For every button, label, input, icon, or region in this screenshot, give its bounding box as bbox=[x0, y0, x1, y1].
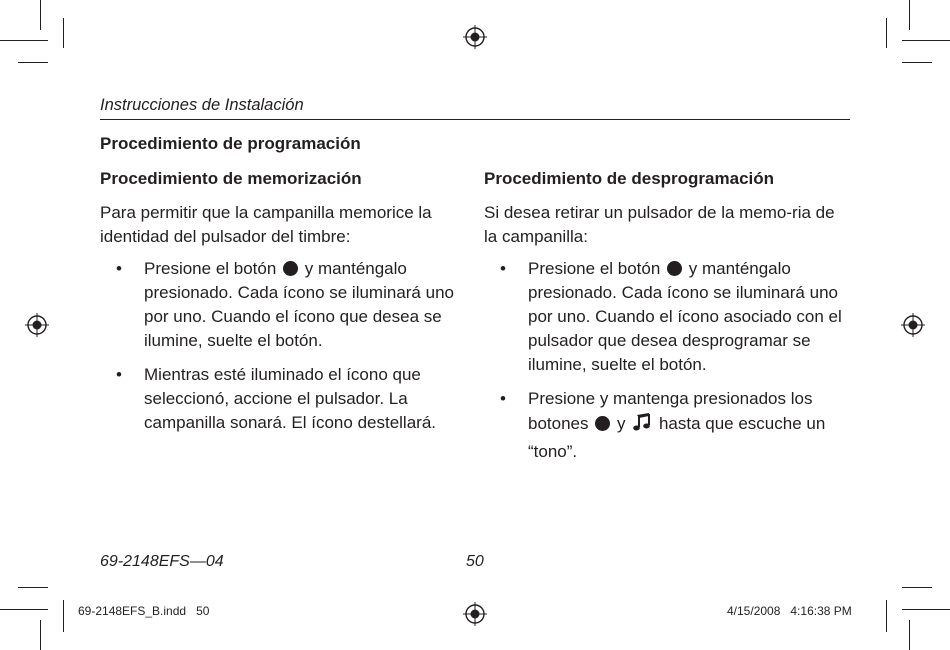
crop-mark-bottom-right-side bbox=[902, 587, 932, 588]
crop-mark-top-left-vertical bbox=[63, 18, 64, 48]
print-slug-timestamp: 4/15/2008 4:16:38 PM bbox=[727, 604, 852, 618]
registration-mark-icon bbox=[901, 313, 925, 337]
crop-mark-top-left-horizontal bbox=[0, 40, 48, 41]
step-text-end: hasta que escuche un “tono”. bbox=[528, 414, 826, 461]
crop-mark-bottom-right-outer bbox=[909, 620, 910, 650]
crop-mark-bottom-right-horizontal bbox=[902, 609, 950, 610]
step-text-start: Presione el botón bbox=[144, 259, 277, 278]
registration-mark-icon bbox=[463, 25, 487, 49]
step-text-end: y manténgalo presionado. Cada ícono se iluminará uno por uno. Cuando el ícono que desea se ilumine, suelte el botón. bbox=[144, 259, 454, 350]
bullet: • bbox=[500, 389, 506, 408]
header-rule bbox=[100, 119, 850, 120]
step-text-connector: y bbox=[616, 414, 626, 433]
deprogramming-intro: Si desea retirar un pulsador de la memo-ria de la campanilla: bbox=[484, 203, 835, 246]
step-text-start: Presione y mantenga presionados los botones bbox=[528, 389, 813, 433]
memorization-intro: Para permitir que la campanilla memorice la identidad del pulsador del timbre: bbox=[100, 203, 432, 246]
music-note-button-icon bbox=[631, 411, 653, 440]
filled-circle-button-icon bbox=[283, 261, 298, 276]
crop-mark-top-right-outer bbox=[909, 0, 910, 30]
crop-mark-bottom-right-vertical bbox=[886, 600, 887, 632]
list-item bbox=[100, 257, 480, 353]
page-number: 50 bbox=[466, 553, 484, 570]
list-item bbox=[484, 387, 864, 464]
deprogramming-steps bbox=[484, 257, 864, 474]
crop-mark-bottom-left-side bbox=[18, 587, 48, 588]
section-title: Procedimiento de programación bbox=[100, 134, 361, 153]
step-text: Mientras esté iluminado el ícono que seleccionó, accione el pulsador. La campanilla sonará. El ícono destellará. bbox=[144, 365, 436, 432]
crop-mark-bottom-left-outer bbox=[40, 620, 41, 650]
memorization-steps bbox=[100, 257, 480, 445]
crop-mark-top-right-side bbox=[902, 62, 932, 63]
step-text-start: Presione el botón bbox=[528, 259, 661, 278]
print-slug-file: 69-2148EFS_B.indd 50 bbox=[78, 604, 210, 618]
document-number: 69-2148EFS—04 bbox=[100, 553, 224, 570]
bullet: • bbox=[116, 259, 122, 278]
filled-circle-button-icon bbox=[667, 261, 682, 276]
crop-mark-bottom-left-vertical bbox=[63, 600, 64, 632]
registration-mark-icon bbox=[25, 313, 49, 337]
list-item bbox=[100, 363, 480, 435]
bullet: • bbox=[116, 365, 122, 384]
step-text-end: y manténgalo presionado. Cada ícono se iluminará uno por uno. Cuando el ícono asociado con el pulsador que desea desprogramar se ilumine, suelte el botón. bbox=[528, 259, 842, 374]
crop-mark-top-right-horizontal bbox=[902, 40, 950, 41]
crop-mark-top-right-vertical bbox=[886, 18, 887, 48]
memorization-heading: Procedimiento de memorización bbox=[100, 169, 362, 188]
running-header: Instrucciones de Instalación bbox=[100, 96, 304, 114]
bullet: • bbox=[500, 259, 506, 278]
crop-mark-top-left-side bbox=[18, 62, 48, 63]
registration-mark-icon bbox=[463, 602, 487, 626]
filled-circle-button-icon bbox=[595, 416, 610, 431]
crop-mark-bottom-left-horizontal bbox=[0, 609, 48, 610]
crop-mark-top-left-outer bbox=[40, 0, 41, 30]
list-item bbox=[484, 257, 864, 377]
deprogramming-heading: Procedimiento de desprogramación bbox=[484, 169, 775, 188]
